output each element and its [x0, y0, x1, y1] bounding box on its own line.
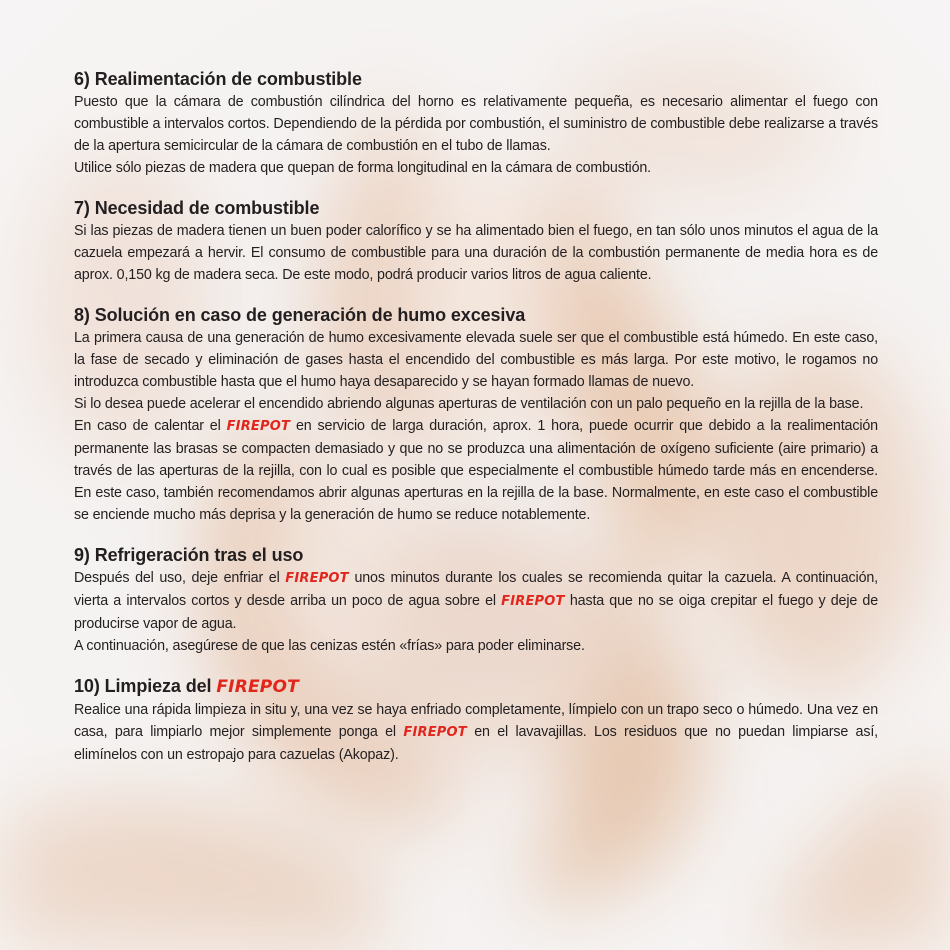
firepot-logo: FIREPOT [285, 571, 349, 586]
section-paragraph: Después del uso, deje enfriar el FIREPOT unos minutos durante los cuales se recomienda quitar la cazuela. A continuación, vierta a intervalos cortos y desde arriba un poco de agua sobre el FIREPOT hasta que no se oiga crepitar el fuego y deje de producirse vapor de agua. [74, 570, 878, 632]
section-paragraph: Puesto que la cámara de combustión cilíndrica del horno es relativamente pequeña, es necesario alimentar el fuego con combustible a intervalos cortos. Dependiendo de la pérdida por combustión, el suministro de combustible debe realizarse a través de la apertura semicircular de la cámara de combustión en el tubo de llamas. [74, 94, 878, 154]
section-paragraph: En caso de calentar el FIREPOT en servicio de larga duración, aprox. 1 hora, puede ocurrir que debido a la realimentación permanente las brasas se compacten demasiado y que no se produzca una alimentación de oxígeno suficiente (aire primario) a través de las aperturas de la rejilla, con lo cual es posible que especialmente el combustible húmedo tarde más en encenderse. En este caso, también recomendamos abrir algunas aperturas en la rejilla de la base. Normalmente, en este caso el combustible se enciende mucho más deprisa y la generación de humo se reduce notablemente. [74, 418, 878, 523]
section-paragraph: Utilice sólo piezas de madera que quepan de forma longitudinal en la cámara de combustión. [74, 160, 652, 176]
firepot-logo: FIREPOT [216, 677, 299, 697]
section-paragraph: A continuación, asegúrese de que las cenizas estén «frías» para poder eliminarse. [74, 638, 585, 654]
section-heading: 7) Necesidad de combustible [74, 198, 320, 218]
section-heading: 8) Solución en caso de generación de humo excesiva [74, 305, 526, 325]
section-9 [74, 544, 878, 657]
firepot-logo: FIREPOT [403, 725, 467, 740]
section-heading: 6) Realimentación de combustible [74, 69, 362, 89]
section-paragraph: La primera causa de una generación de humo excesivamente elevada suele ser que el combustible está húmedo. En este caso, la fase de secado y eliminación de gases hasta el encendido del combustible es más larga. Por este motivo, le rogamos no introduzca combustible hasta que el humo haya desaparecido y se hayan formado llamas de nuevo. [74, 330, 878, 390]
section-paragraph: Si lo desea puede acelerar el encendido abriendo algunas aperturas de ventilación con un palo pequeño en la rejilla de la base. [74, 396, 864, 412]
section-paragraph: Realice una rápida limpieza in situ y, una vez se haya enfriado completamente, límpielo con un trapo seco o húmedo. Una vez en casa, para limpiarlo mejor simplemente ponga el FIREPOT en el lavavajillas. Los residuos que no puedan limpiarse así, elimínelos con un estropajo para cazuelas (Akopaz). [74, 702, 878, 763]
section-10 [74, 675, 878, 766]
section-heading: 10) Limpieza del FIREPOT [74, 676, 299, 697]
manual-content [74, 68, 878, 784]
firepot-logo: FIREPOT [501, 594, 565, 609]
section-7 [74, 197, 878, 286]
section-paragraph: Si las piezas de madera tienen un buen poder calorífico y se ha alimentado bien el fuego, en tan sólo unos minutos el agua de la cazuela empezará a hervir. El consumo de combustible para una duración de la combustión permanente de media hora es de aprox. 0,150 kg de madera seca. De este modo, podrá producir varios litros de agua caliente. [74, 223, 878, 283]
firepot-logo: FIREPOT [226, 419, 291, 434]
section-6 [74, 68, 878, 179]
section-heading: 9) Refrigeración tras el uso [74, 545, 304, 565]
section-8 [74, 304, 878, 526]
